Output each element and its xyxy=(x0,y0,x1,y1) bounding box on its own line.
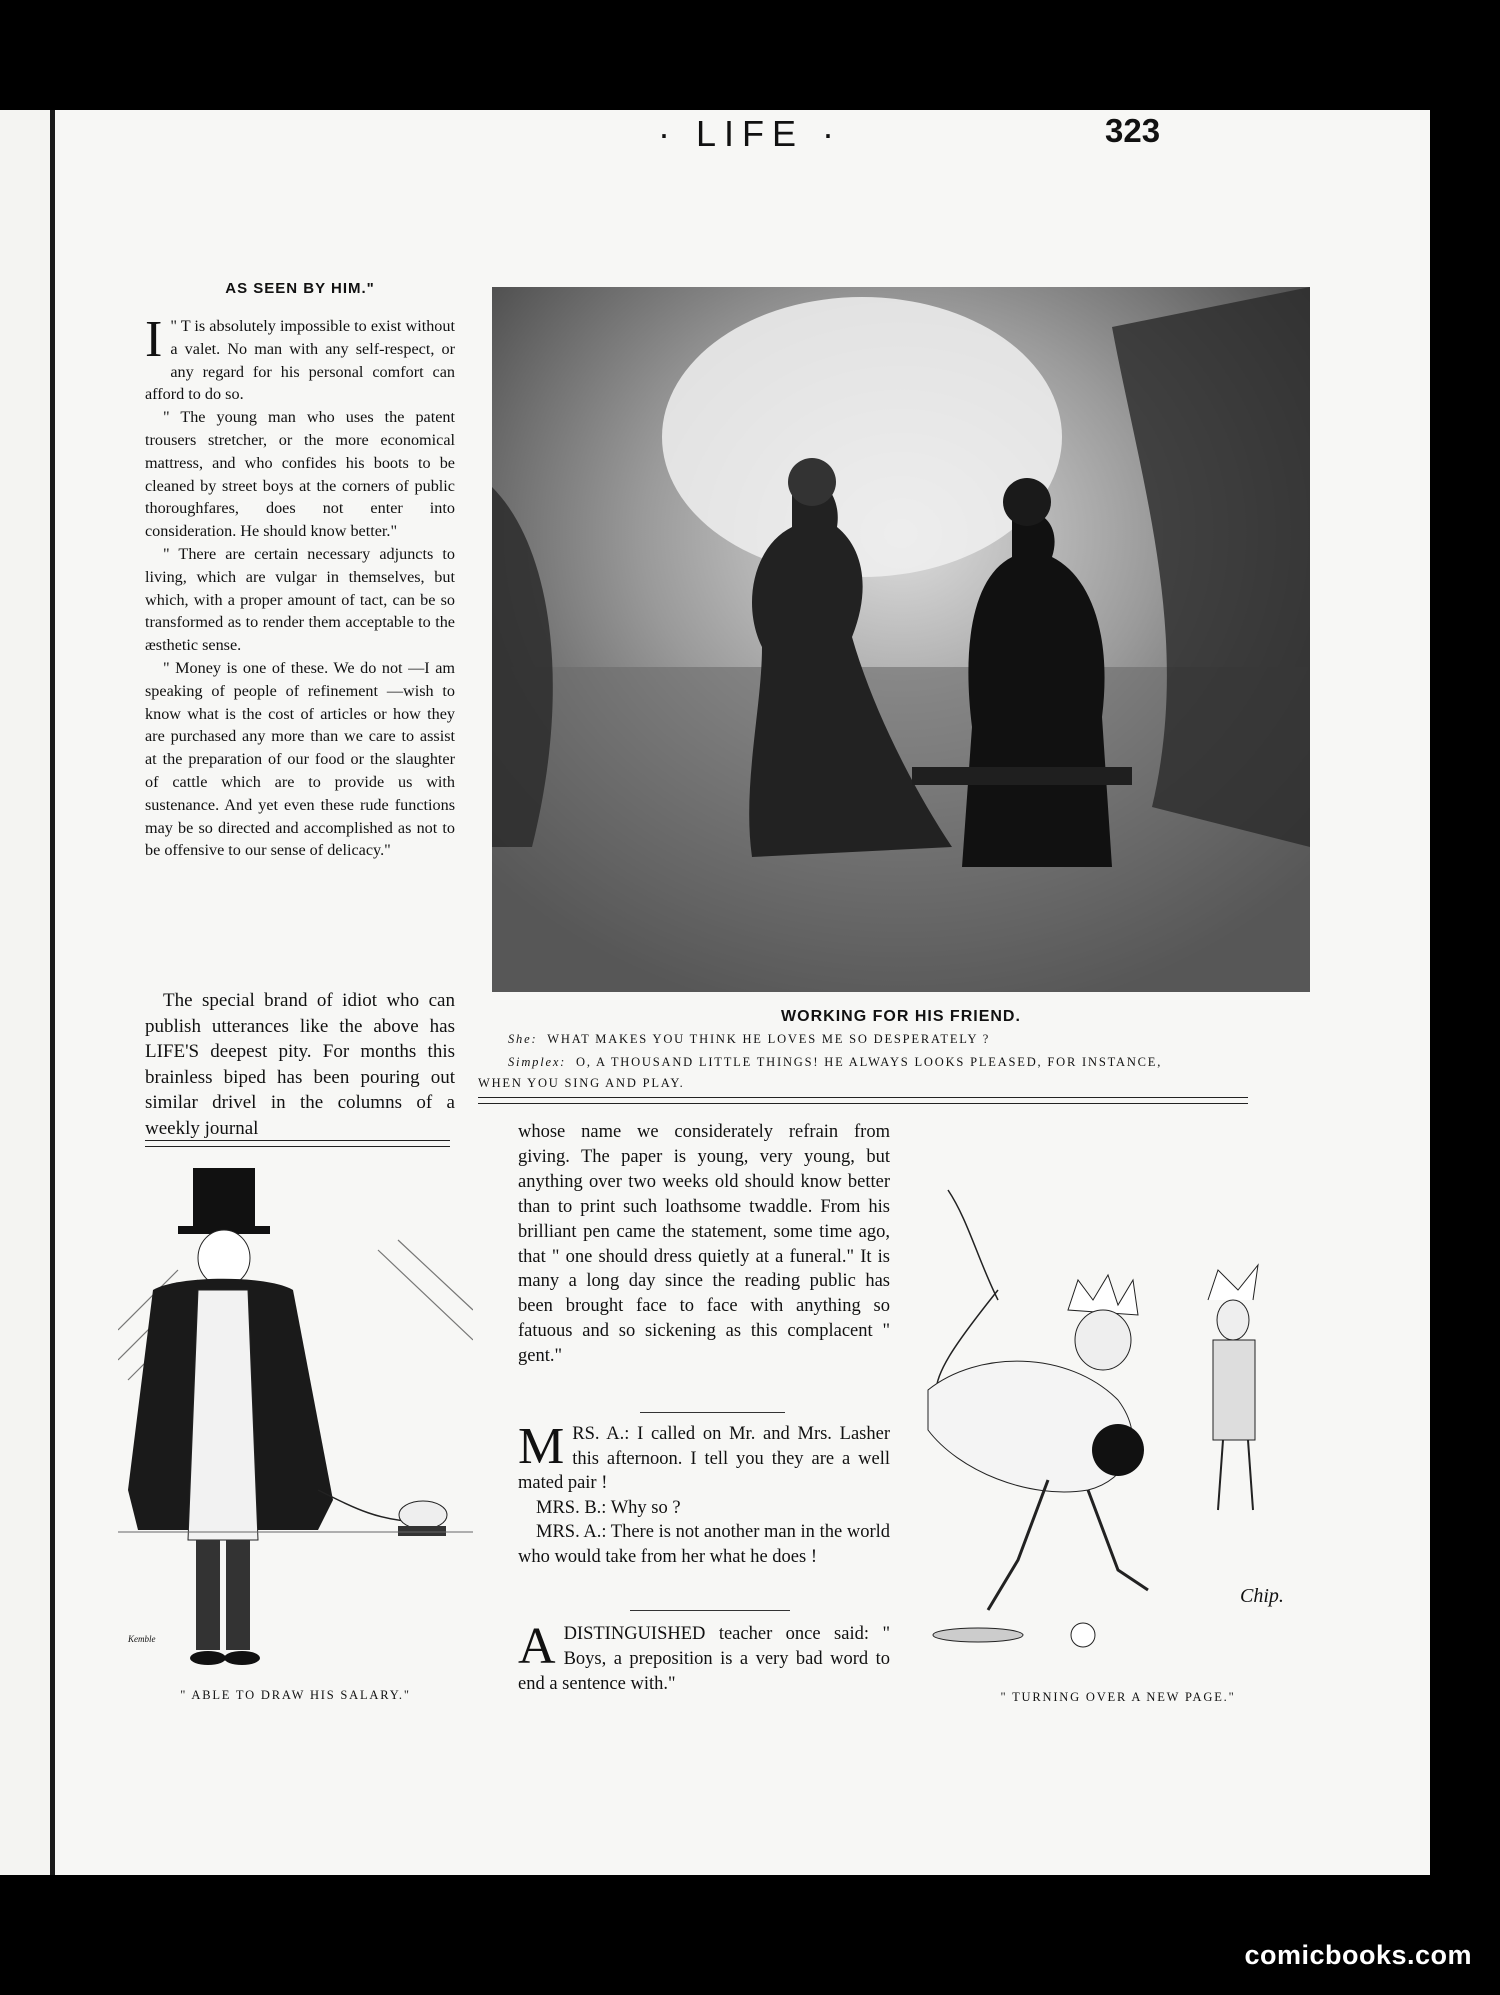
illustration-dialogue-line-1: She: WHAT MAKES YOU THINK HE LOVES ME SO DESPERATELY ? xyxy=(508,1032,991,1046)
salary-cartoon-caption: " ABLE TO DRAW HIS SALARY." xyxy=(180,1688,411,1702)
chip-signature: Chip. xyxy=(1240,1585,1284,1607)
page-number: 323 xyxy=(1105,112,1161,149)
article-title: AS SEEN BY HIM." xyxy=(225,280,375,297)
previous-page-edge xyxy=(0,110,50,1875)
article-paragraph: " Money is one of these. We do not —I am speaking of people of refinement —wish to know what is the cost of articles or how they are purchased any more than we care to assist at the preparation of our food or the slaughter of cattle which are to provide us with sustenance. And yet even these rude functions may be so directed and accomplished as not to be offensive to our sense of delicacy." xyxy=(145,658,455,860)
illustration-dialogue-line-3: WHEN YOU SING AND PLAY. xyxy=(478,1076,685,1090)
dropcap: I xyxy=(145,311,163,368)
speaker-simplex: Simplex: xyxy=(508,1055,567,1069)
main-illustration xyxy=(492,287,1310,992)
commentary-paragraph: The special brand of idiot who can publish utterances like the above has LIFE'S deepest pity. For months this brainless biped has been pouring out similar drivel in the columns of a weekly journal xyxy=(145,990,455,1139)
watermark: comicbooks.com xyxy=(1244,1940,1472,1970)
article-paragraph: " There are certain necessary adjuncts to living, which are vulgar in themselves, but which, with a proper amount of tact, can be so transformed as to render them acceptable to the æsthetic sense. xyxy=(145,544,455,655)
man-with-purse-drawing xyxy=(118,1160,473,1680)
short-divider xyxy=(630,1610,790,1611)
illustration-title: WORKING FOR HIS FRIEND. xyxy=(781,1008,1021,1025)
continued-text: whose name we considerately refrain from giving. The paper is young, very young, but anything over two weeks old should know better than to print such loathsome twaddle. From his brilliant pen came the statement, some time ago, that " one should dress quietly at a funeral." It is many a long day since the reading public has been brought face to face with anything so fatuous and so sickening as this complacent " gent." xyxy=(518,1122,890,1367)
illustration-dialogue-line-2: Simplex: O, A THOUSAND LITTLE THINGS! HE ALWAYS LOOKS PLEASED, FOR INSTANCE, xyxy=(508,1055,1163,1069)
masthead: · LIFE · xyxy=(657,113,842,154)
kemble-signature: Kemble xyxy=(128,1634,156,1644)
article-paragraph: " The young man who uses the patent trousers stretcher, or the more economical mattress, and who confides his boots to be cleaned by street boys at the corners of public thoroughfares, does not enter into consideration. He should know better." xyxy=(145,408,455,541)
new-page-cartoon-caption: " TURNING OVER A NEW PAGE." xyxy=(1000,1690,1236,1704)
parlor-scene-drawing xyxy=(492,287,1310,992)
dropcap: M xyxy=(518,1418,565,1475)
article-body xyxy=(145,311,455,862)
column-rule xyxy=(145,1140,450,1147)
joke-mrs-lasher: MRS. A.: I called on Mr. and Mrs. Lasher this afternoon. I tell you they are a well mated pair ! MRS. B.: Why so ? MRS. A.: There is not another man in the world who would take from her what he does ! xyxy=(518,1418,890,1567)
illustration-rule xyxy=(478,1097,1248,1104)
joke-preposition: ADISTINGUISHED teacher once said: " Boys, a preposition is a very bad word to end a sentence with." xyxy=(518,1618,890,1694)
dropcap: A xyxy=(518,1618,556,1675)
speaker-she: She: xyxy=(508,1032,538,1046)
salary-cartoon xyxy=(118,1160,473,1680)
short-divider xyxy=(640,1412,785,1413)
article-paragraph: I " T is absolutely impossible to exist without a valet. No man with any self-respect, or any regard for his personal comfort can afford to do so. xyxy=(145,311,455,404)
